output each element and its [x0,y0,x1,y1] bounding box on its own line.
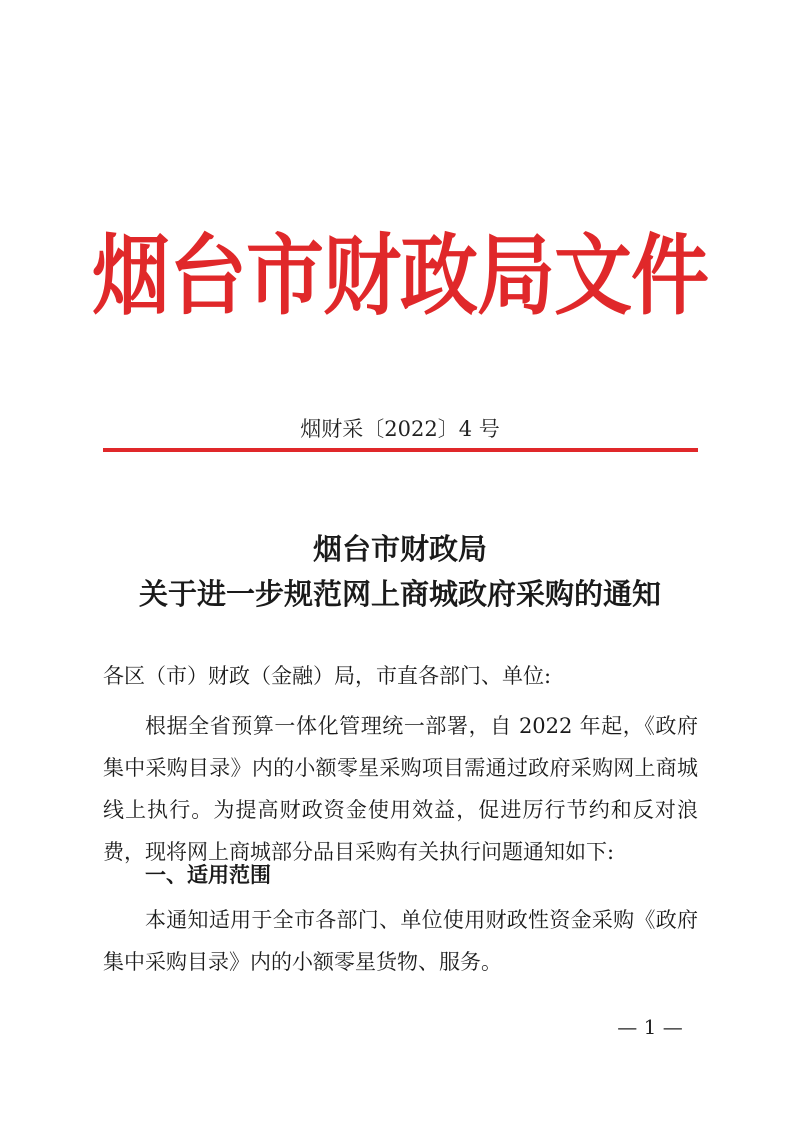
body-paragraph-2: 本通知适用于全市各部门、单位使用财政性资金采购《政府集中采购目录》内的小额零星货物、服务。 [103,908,698,974]
notice-title-line2: 关于进一步规范网上商城政府采购的通知 [138,577,661,611]
page-number: — 1 — [617,1015,683,1039]
notice-title-line1: 烟台市财政局 [312,532,487,566]
document-number: 烟财采〔2022〕4 号 [300,417,500,441]
body-paragraph-1: 根据全省预算一体化管理统一部署，自 2022 年起，《政府集中采购目录》内的小额零星采购项目需通过政府采购网上商城线上执行。为提高财政资金使用效益，促进厉行节约和反对浪费，现将网上商城部分品目采购有关执行问题通知如下: [103,714,698,864]
salutation: 各区（市）财政（金融）局，市直各部门、单位: [103,664,552,688]
agency-header-title: 烟台市财政局文件 [91,225,708,328]
red-divider-line [103,448,698,452]
section-heading-scope: 一、适用范围 [145,863,271,887]
